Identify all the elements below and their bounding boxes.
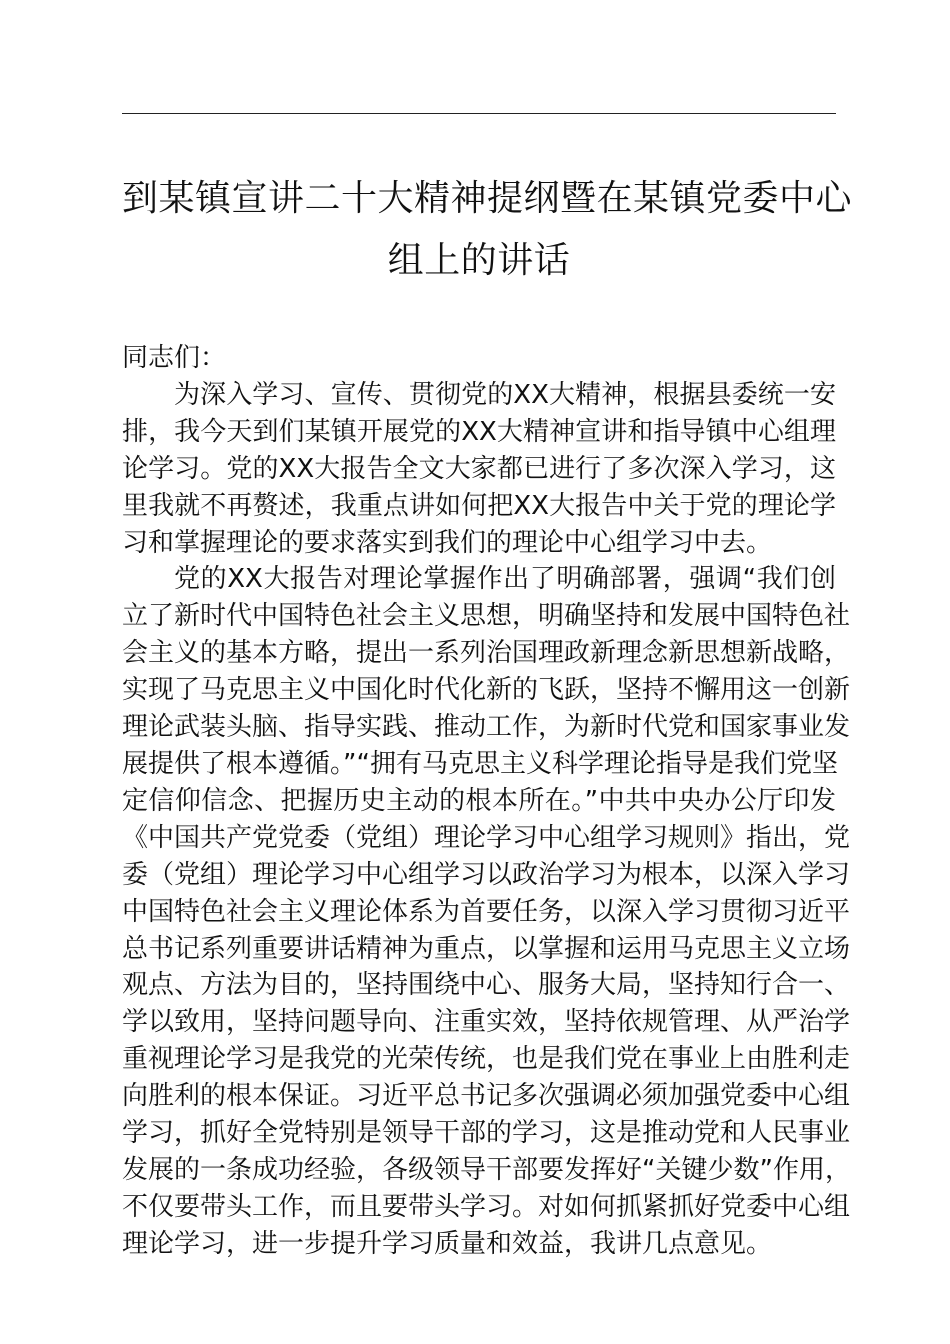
body-line: 学习，抓好全党特别是领导干部的学习，这是推动党和人民事业: [122, 1118, 851, 1149]
body-line: 理论武装头脑、指导实践、推动工作，为新时代党和国家事业发: [122, 712, 851, 743]
body-line: 实现了马克思主义中国化时代化新的飞跃，坚持不懈用这一创新: [122, 675, 851, 706]
body-line: 委（党组）理论学习中心组学习以政治学习为根本，以深入学习: [122, 859, 851, 890]
body-line: 为深入学习、宣传、贯彻党的XX大精神，根据县委统一安: [174, 379, 836, 410]
body-line: 发展的一条成功经验，各级领导干部要发挥好“关键少数”作用，: [122, 1154, 851, 1185]
body-line: 展提供了根本遵循。”“拥有马克思主义科学理论指导是我们党坚: [122, 748, 838, 779]
salutation: 同志们：: [122, 343, 227, 373]
body-line: 理论学习，进一步提升学习质量和效益，我讲几点意见。: [122, 1228, 773, 1259]
body-line: 向胜利的根本保证。习近平总书记多次强调必须加强党委中心组: [122, 1081, 851, 1112]
document-body: [122, 340, 851, 1263]
header-rule: [122, 113, 836, 114]
document-title: [122, 168, 853, 292]
body-line: 立了新时代中国特色社会主义思想，明确坚持和发展中国特色社: [122, 601, 851, 632]
body-line: 排，我今天到们某镇开展党的XX大精神宣讲和指导镇中心组理: [122, 416, 836, 447]
body-line: 会主义的基本方略，提出一系列治国理政新理念新思想新战略，: [122, 638, 851, 669]
body-line: 学以致用，坚持问题导向、注重实效，坚持依规管理、从严治学: [122, 1007, 851, 1038]
body-line: 总书记系列重要讲话精神为重点，以掌握和运用马克思主义立场: [122, 933, 851, 964]
body-line: 观点、方法为目的，坚持围绕中心、服务大局，坚持知行合一、: [122, 970, 851, 1001]
title-line-2: 组上的讲话: [387, 240, 571, 281]
title-line-1: 到某镇宣讲二十大精神提纲暨在某镇党委中心: [122, 178, 853, 219]
body-line: 不仅要带头工作，而且要带头学习。对如何抓紧抓好党委中心组: [122, 1191, 851, 1222]
body-line: 里我就不再赘述，我重点讲如何把XX大报告中关于党的理论学: [122, 490, 836, 521]
body-line: 论学习。党的XX大报告全文大家都已进行了多次深入学习，这: [122, 453, 836, 484]
body-line: 《中国共产党党委（党组）理论学习中心组学习规则》指出，党: [122, 822, 851, 853]
body-line: 定信仰信念、把握历史主动的根本所在。”中共中央办公厅印发: [122, 785, 836, 816]
body-line: 中国特色社会主义理论体系为首要任务，以深入学习贯彻习近平: [122, 896, 851, 927]
body-line: 习和掌握理论的要求落实到我们的理论中心组学习中去。: [122, 527, 773, 558]
body-line: 重视理论学习是我党的光荣传统，也是我们党在事业上由胜利走: [122, 1044, 851, 1075]
body-line: 党的XX大报告对理论掌握作出了明确部署，强调“我们创: [174, 564, 836, 595]
